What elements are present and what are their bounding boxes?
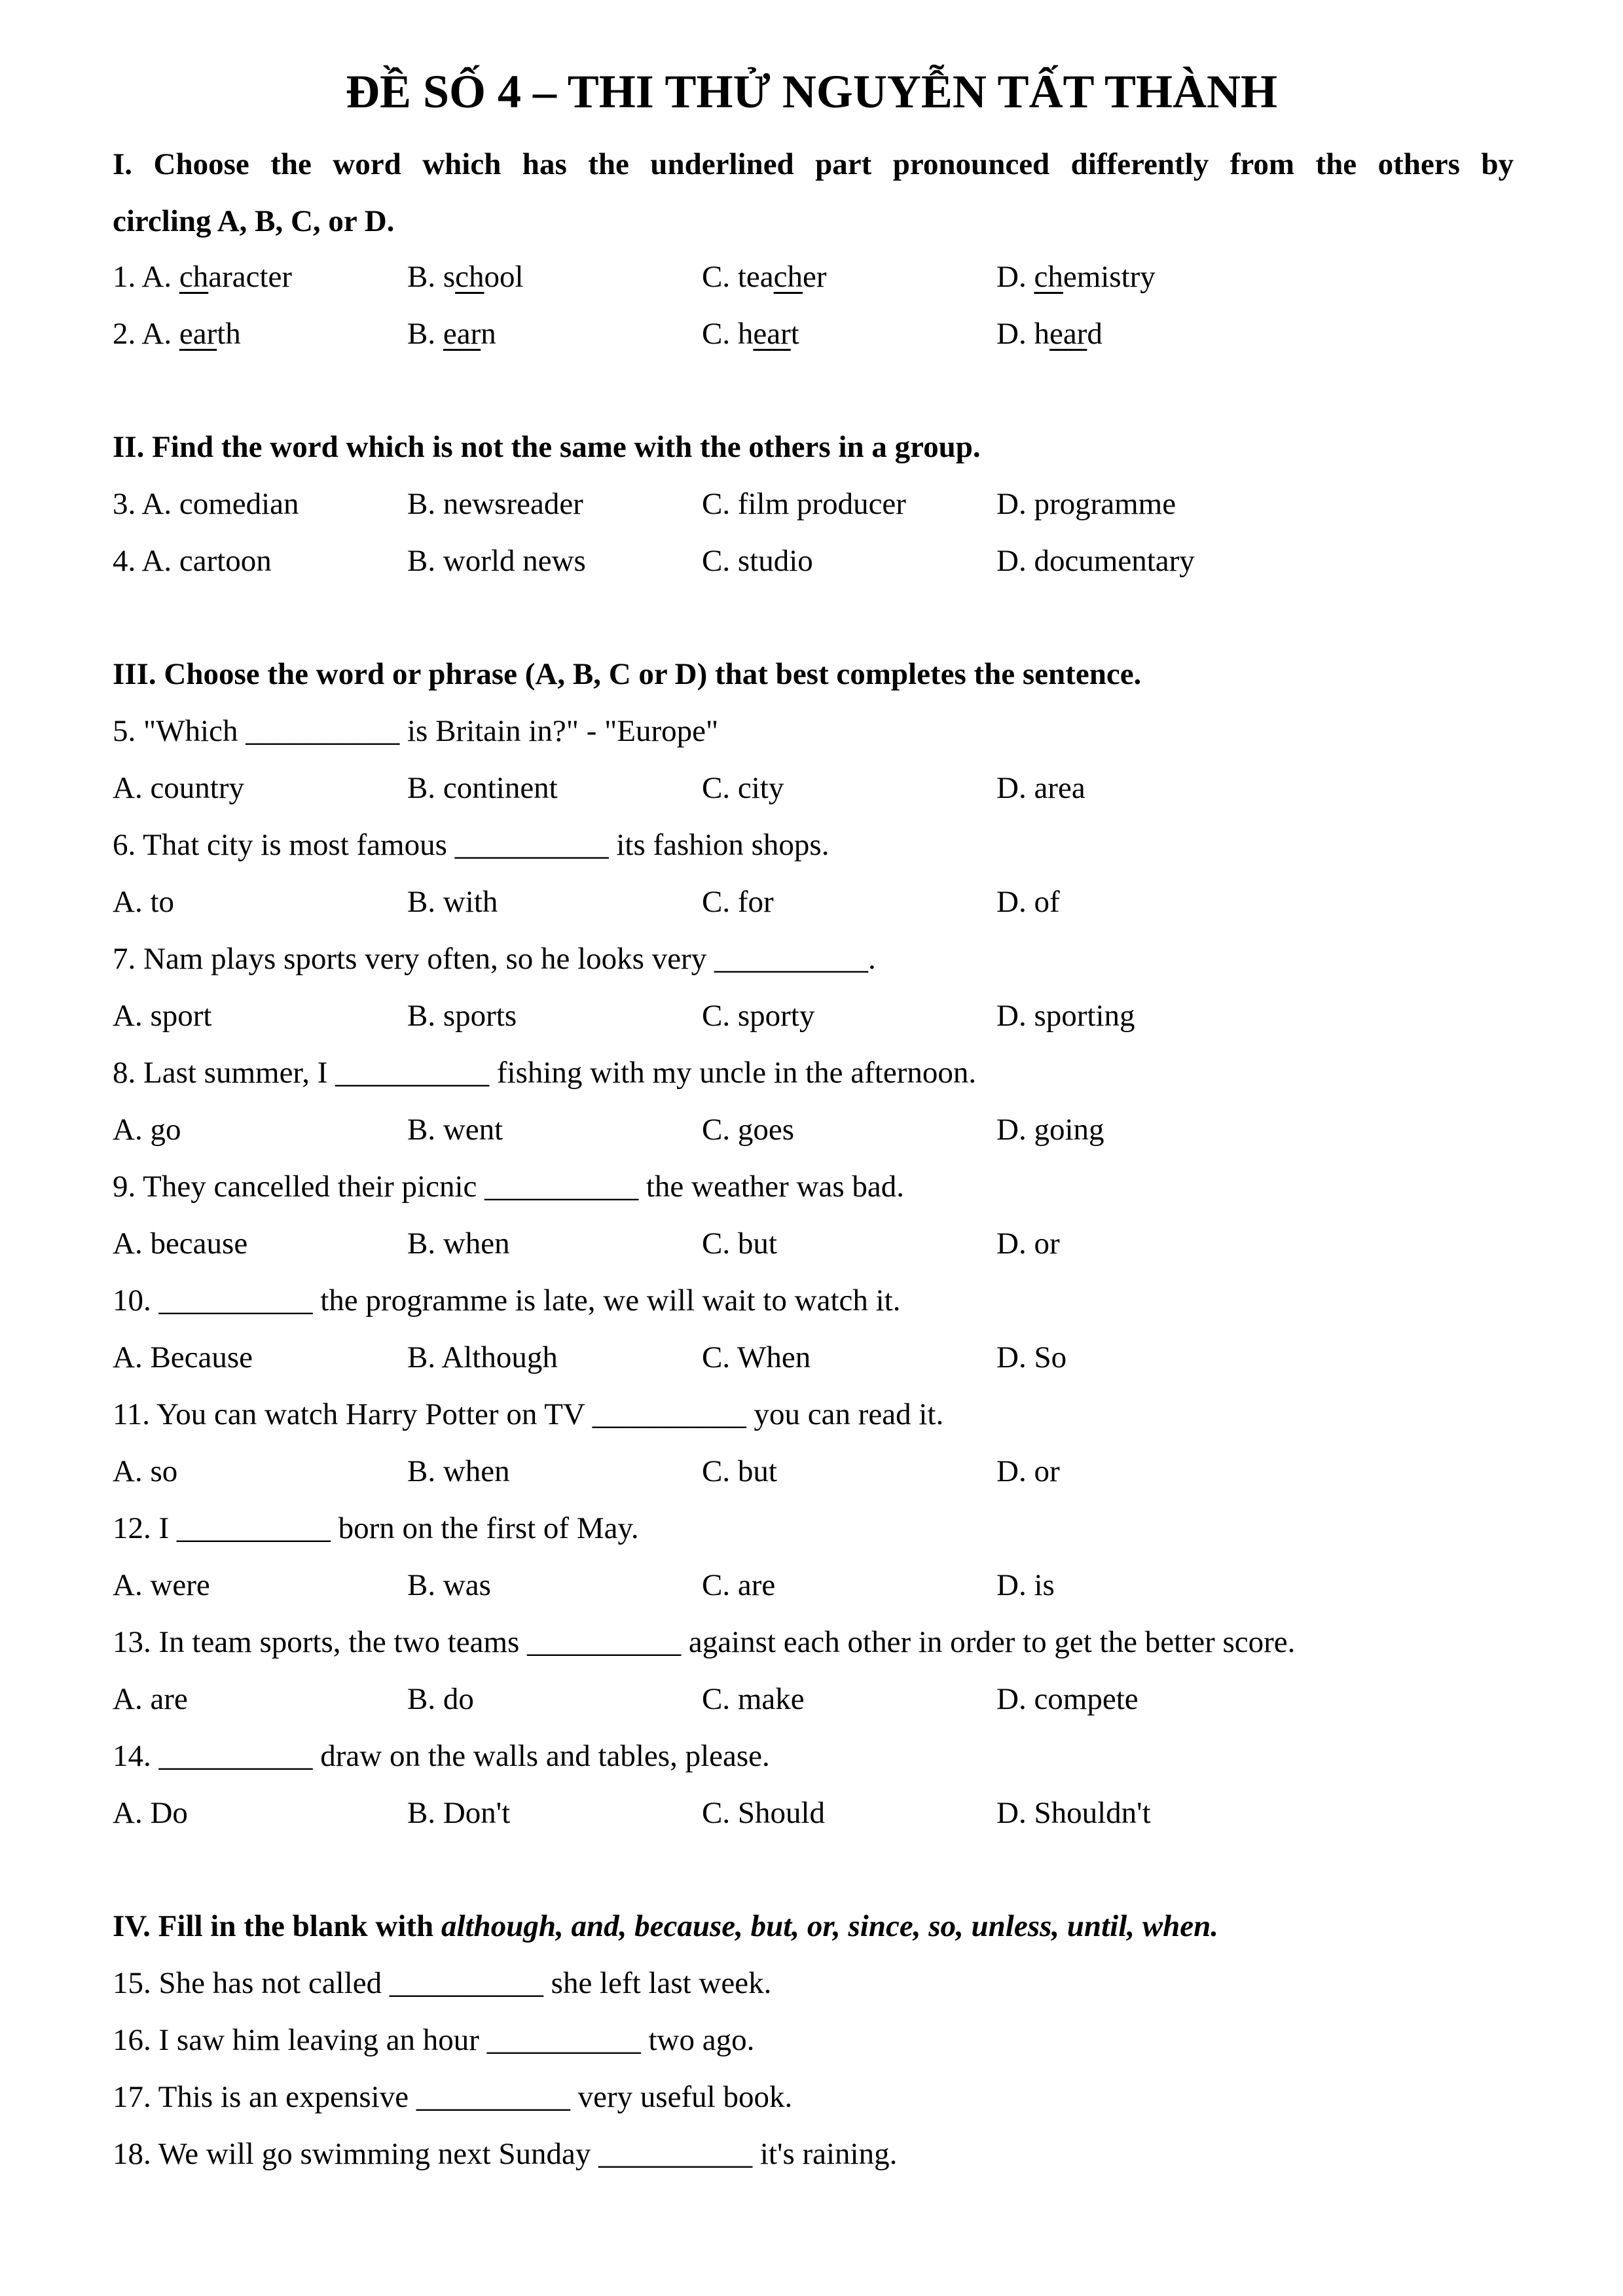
- q5-option-c: C. city: [702, 771, 784, 805]
- q12-option-a: A. were: [113, 1568, 210, 1602]
- q1-option-a: 1. A. character: [113, 260, 293, 294]
- q7-option-a: A. sport: [113, 999, 212, 1033]
- q8-option-a: A. go: [113, 1113, 181, 1147]
- section-1-heading-line2: circling A, B, C, or D.: [113, 204, 395, 238]
- q7-stem: 7. Nam plays sports very often, so he looks very __________.: [113, 942, 876, 976]
- q1-option-b: B. school: [407, 260, 524, 294]
- q11-option-d: D. or: [996, 1454, 1060, 1488]
- q13-option-b: B. do: [407, 1682, 474, 1716]
- q11-stem: 11. You can watch Harry Potter on TV __________ you can read it.: [113, 1397, 944, 1431]
- q12-option-b: B. was: [407, 1568, 491, 1602]
- q2-option-b: B. earn: [407, 317, 496, 351]
- q7-option-b: B. sports: [407, 999, 517, 1033]
- q10-option-c: C. When: [702, 1340, 811, 1374]
- q2-option-d: D. heard: [996, 317, 1103, 351]
- q4-option-b: B. world news: [407, 544, 586, 578]
- section-4-heading: IV. Fill in the blank with although, and, because, but, or, since, so, unless, until, when.: [113, 1909, 1218, 1943]
- page-title: ĐỀ SỐ 4 – THI THỬ NGUYỄN TẤT THÀNH: [345, 65, 1278, 118]
- q9-option-a: A. because: [113, 1227, 248, 1261]
- q10-stem: 10. __________ the programme is late, we will wait to watch it.: [113, 1283, 901, 1318]
- q14-option-b: B. Don't: [407, 1796, 511, 1830]
- q4-option-a: 4. A. cartoon: [113, 544, 272, 578]
- q10-option-d: D. So: [996, 1340, 1067, 1374]
- q9-stem: 9. They cancelled their picnic __________ the weather was bad.: [113, 1170, 904, 1204]
- q10-option-b: B. Although: [407, 1340, 558, 1374]
- q10-option-a: A. Because: [113, 1340, 253, 1374]
- q3-option-d: D. programme: [996, 487, 1176, 521]
- q3-option-c: C. film producer: [702, 487, 906, 521]
- q13-option-c: C. make: [702, 1682, 805, 1716]
- q8-option-c: C. goes: [702, 1113, 794, 1147]
- q1-option-d: D. chemistry: [996, 260, 1156, 294]
- section-1-heading-line1: I. Choose the word which has the underlined part pronounced differently from the others by: [113, 147, 1514, 181]
- q5-option-a: A. country: [113, 771, 245, 805]
- q4-option-d: D. documentary: [996, 544, 1195, 578]
- q9-option-d: D. or: [996, 1227, 1060, 1261]
- q5-option-b: B. continent: [407, 771, 558, 805]
- q12-option-c: C. are: [702, 1568, 776, 1602]
- section-3-heading: III. Choose the word or phrase (A, B, C or D) that best completes the sentence.: [113, 657, 1142, 691]
- q18-stem: 18. We will go swimming next Sunday __________ it's raining.: [113, 2137, 898, 2171]
- q5-stem: 5. "Which __________ is Britain in?" - "Europe": [113, 714, 719, 748]
- q8-option-b: B. went: [407, 1113, 503, 1147]
- q8-option-d: D. going: [996, 1113, 1104, 1147]
- q2-option-a: 2. A. earth: [113, 317, 241, 351]
- q14-option-a: A. Do: [113, 1796, 188, 1830]
- q7-option-d: D. sporting: [996, 999, 1135, 1033]
- q6-option-b: B. with: [407, 885, 498, 919]
- q13-option-d: D. compete: [996, 1682, 1139, 1716]
- q14-stem: 14. __________ draw on the walls and tables, please.: [113, 1739, 770, 1773]
- q14-option-d: D. Shouldn't: [996, 1796, 1151, 1830]
- q6-option-c: C. for: [702, 885, 774, 919]
- q14-option-c: C. Should: [702, 1796, 826, 1830]
- q13-stem: 13. In team sports, the two teams __________ against each other in order to get the better score.: [113, 1625, 1296, 1659]
- q6-option-d: D. of: [996, 885, 1060, 919]
- q3-option-b: B. newsreader: [407, 487, 583, 521]
- section-2-heading: II. Find the word which is not the same with the others in a group.: [113, 430, 981, 464]
- q11-option-a: A. so: [113, 1454, 178, 1488]
- q16-stem: 16. I saw him leaving an hour __________ two ago.: [113, 2023, 755, 2057]
- q12-stem: 12. I __________ born on the first of May.: [113, 1511, 639, 1545]
- q9-option-b: B. when: [407, 1227, 510, 1261]
- q6-stem: 6. That city is most famous __________ its fashion shops.: [113, 828, 830, 862]
- q9-option-c: C. but: [702, 1227, 777, 1261]
- q11-option-b: B. when: [407, 1454, 510, 1488]
- q1-option-c: C. teacher: [702, 260, 827, 294]
- q5-option-d: D. area: [996, 771, 1085, 805]
- q6-option-a: A. to: [113, 885, 174, 919]
- q2-option-c: C. heart: [702, 317, 799, 351]
- q7-option-c: C. sporty: [702, 999, 815, 1033]
- q12-option-d: D. is: [996, 1568, 1055, 1602]
- q15-stem: 15. She has not called __________ she left last week.: [113, 1966, 772, 2000]
- q3-option-a: 3. A. comedian: [113, 487, 299, 521]
- q11-option-c: C. but: [702, 1454, 777, 1488]
- q17-stem: 17. This is an expensive __________ very useful book.: [113, 2080, 793, 2114]
- q13-option-a: A. are: [113, 1682, 188, 1716]
- q8-stem: 8. Last summer, I __________ fishing with my uncle in the afternoon.: [113, 1056, 977, 1090]
- q4-option-c: C. studio: [702, 544, 813, 578]
